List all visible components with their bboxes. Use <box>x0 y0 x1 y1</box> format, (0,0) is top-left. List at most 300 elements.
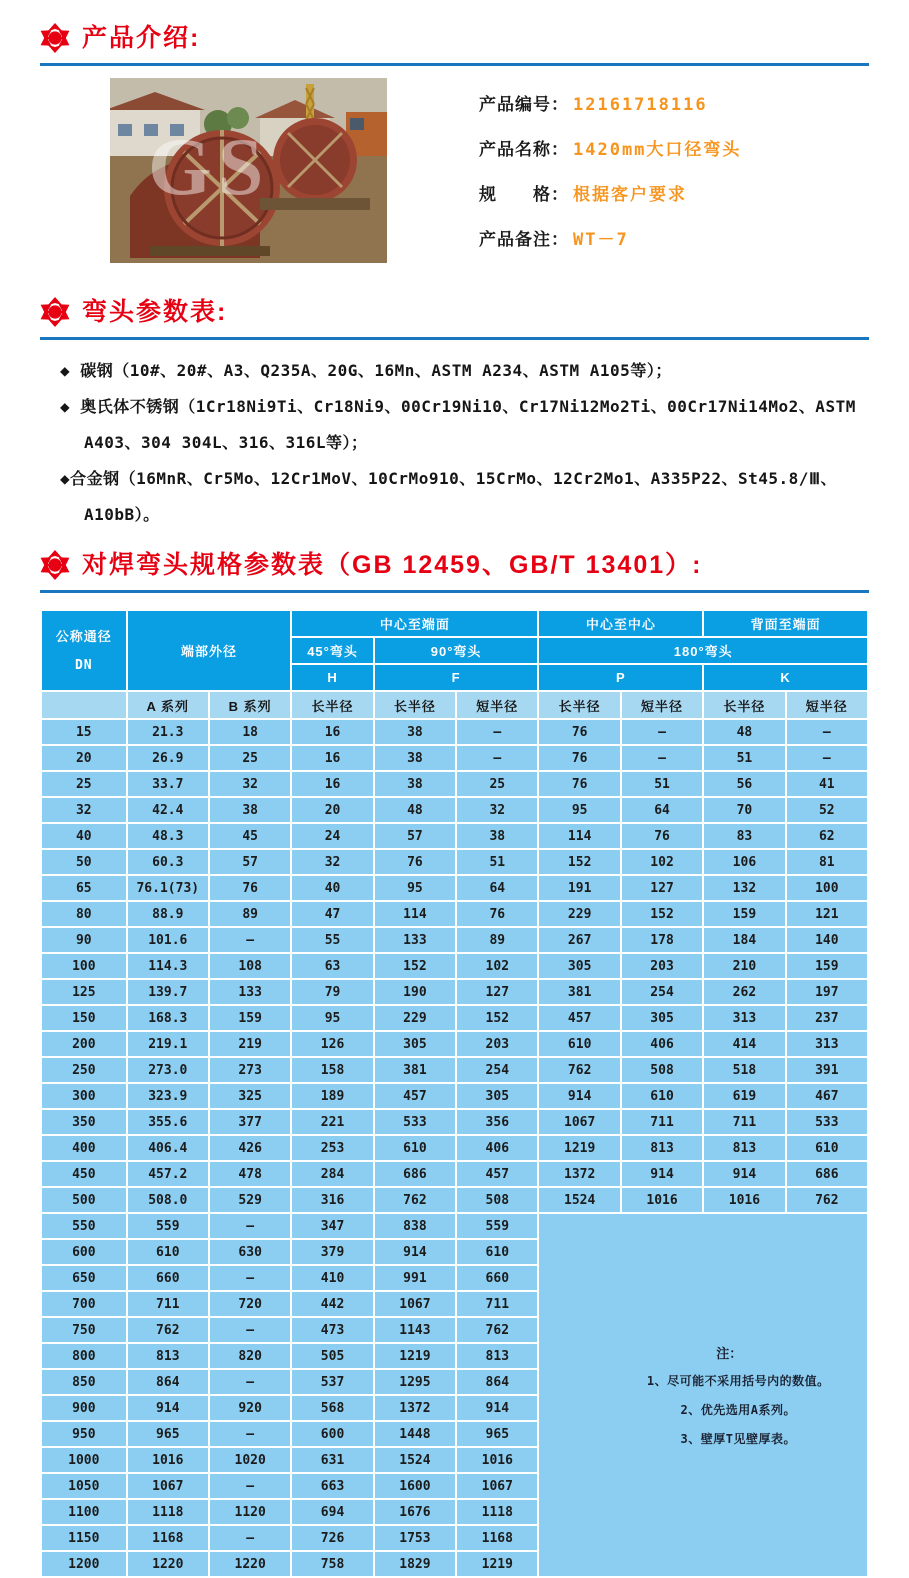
table-cell: 508.0 <box>127 1187 209 1213</box>
header-back-to-end: 背面至端面 <box>703 610 868 637</box>
product-name-value: 1420mm大口径弯头 <box>573 140 742 160</box>
table-cell: 168.3 <box>127 1005 209 1031</box>
table-cell: 152 <box>538 849 620 875</box>
header-elbow180: 180°弯头 <box>538 637 868 664</box>
table-row <box>41 1109 868 1135</box>
table-cell: 102 <box>456 953 538 979</box>
table-row <box>41 875 868 901</box>
table-cell: 152 <box>456 1005 538 1031</box>
table-cell: 533 <box>374 1109 456 1135</box>
table-cell: 537 <box>291 1369 373 1395</box>
table-cell: 726 <box>291 1525 373 1551</box>
table-row <box>41 979 868 1005</box>
table-cell: 178 <box>621 927 703 953</box>
table-cell: 38 <box>209 797 291 823</box>
table-cell: 1524 <box>538 1187 620 1213</box>
section-heading-intro <box>40 22 869 66</box>
material-bullet-line: A403、304 304L、316、316L等）； <box>84 433 368 452</box>
table-cell: 305 <box>456 1083 538 1109</box>
table-cell: 32 <box>456 797 538 823</box>
table-note-cell <box>538 1213 868 1577</box>
table-cell: 64 <box>621 797 703 823</box>
product-photo <box>110 78 387 263</box>
star-icon <box>40 296 70 328</box>
table-cell: 38 <box>456 823 538 849</box>
table-cell: 914 <box>374 1239 456 1265</box>
table-cell: 813 <box>456 1343 538 1369</box>
table-cell: 114 <box>374 901 456 927</box>
spec-table <box>40 609 869 1578</box>
product-spec-label: 规 格： <box>479 185 569 204</box>
table-cell: 106 <box>703 849 785 875</box>
star-icon <box>40 22 70 54</box>
table-cell: 197 <box>786 979 868 1005</box>
table-cell: 90 <box>41 927 127 953</box>
table-cell: 1067 <box>127 1473 209 1499</box>
table-cell: 38 <box>374 745 456 771</box>
table-cell: 457.2 <box>127 1161 209 1187</box>
table-cell: 414 <box>703 1031 785 1057</box>
table-cell: 1067 <box>374 1291 456 1317</box>
table-cell: 1219 <box>374 1343 456 1369</box>
table-cell: 152 <box>374 953 456 979</box>
table-cell: 914 <box>456 1395 538 1421</box>
table-cell: 48 <box>374 797 456 823</box>
table-cell: 76 <box>538 745 620 771</box>
table-cell: 203 <box>456 1031 538 1057</box>
table-cell: 1753 <box>374 1525 456 1551</box>
table-cell: 406.4 <box>127 1135 209 1161</box>
table-cell: 1524 <box>374 1447 456 1473</box>
table-cell: 1020 <box>209 1447 291 1473</box>
table-row <box>41 927 868 953</box>
table-cell: 813 <box>703 1135 785 1161</box>
header-dn-line1: 公称通径 <box>55 628 112 644</box>
table-cell: 62 <box>786 823 868 849</box>
header-end-od: 端部外径 <box>127 610 292 691</box>
table-note <box>539 1343 867 1447</box>
table-row <box>41 1005 868 1031</box>
table-body <box>41 719 868 1577</box>
table-cell: 237 <box>786 1005 868 1031</box>
table-cell: 45 <box>209 823 291 849</box>
table-cell: 920 <box>209 1395 291 1421</box>
table-cell: 1676 <box>374 1499 456 1525</box>
table-cell: 850 <box>41 1369 127 1395</box>
table-cell: 25 <box>41 771 127 797</box>
table-cell: 1372 <box>374 1395 456 1421</box>
table-cell: 813 <box>127 1343 209 1369</box>
table-row <box>41 1213 868 1239</box>
table-row <box>41 719 868 745</box>
table-cell: 1016 <box>127 1447 209 1473</box>
table-cell: 600 <box>291 1421 373 1447</box>
table-cell: 254 <box>456 1057 538 1083</box>
table-cell: — <box>209 1421 291 1447</box>
table-cell: 568 <box>291 1395 373 1421</box>
table-cell: 391 <box>786 1057 868 1083</box>
header-long-radius: 长半径 <box>703 691 785 719</box>
table-row <box>41 1135 868 1161</box>
table-cell: 600 <box>41 1239 127 1265</box>
table-cell: 1168 <box>127 1525 209 1551</box>
header-dn <box>41 610 127 691</box>
table-cell: 83 <box>703 823 785 849</box>
table-cell: 381 <box>374 1057 456 1083</box>
table-cell: 347 <box>291 1213 373 1239</box>
header-short-radius: 短半径 <box>786 691 868 719</box>
table-cell: — <box>209 1525 291 1551</box>
table-cell: 76 <box>621 823 703 849</box>
table-cell: 95 <box>374 875 456 901</box>
table-cell: 221 <box>291 1109 373 1135</box>
table-cell: 210 <box>703 953 785 979</box>
table-cell: 159 <box>786 953 868 979</box>
table-cell: 750 <box>41 1317 127 1343</box>
product-section <box>110 78 869 270</box>
table-cell: 16 <box>291 719 373 745</box>
table-cell: 33.7 <box>127 771 209 797</box>
table-cell: — <box>209 1317 291 1343</box>
table-cell: 273 <box>209 1057 291 1083</box>
table-cell: 313 <box>786 1031 868 1057</box>
table-cell: 631 <box>291 1447 373 1473</box>
table-cell: 991 <box>374 1265 456 1291</box>
header-short-radius: 短半径 <box>621 691 703 719</box>
table-cell: 965 <box>456 1421 538 1447</box>
table-cell: 140 <box>786 927 868 953</box>
product-remark-label: 产品备注： <box>479 230 569 249</box>
table-cell: 529 <box>209 1187 291 1213</box>
table-cell: 410 <box>291 1265 373 1291</box>
table-row <box>41 797 868 823</box>
table-cell: 70 <box>703 797 785 823</box>
table-cell: 610 <box>374 1135 456 1161</box>
table-cell: 159 <box>209 1005 291 1031</box>
note-item: 3、壁厚T见壁厚表。 <box>680 1432 796 1446</box>
table-cell: 20 <box>41 745 127 771</box>
table-cell: 559 <box>127 1213 209 1239</box>
table-row <box>41 1083 868 1109</box>
table-cell: 56 <box>703 771 785 797</box>
table-cell: 305 <box>621 1005 703 1031</box>
table-cell: 325 <box>209 1083 291 1109</box>
table-cell: 18 <box>209 719 291 745</box>
table-cell: 15 <box>41 719 127 745</box>
table-cell: 914 <box>703 1161 785 1187</box>
table-cell: 76 <box>374 849 456 875</box>
table-cell: 267 <box>538 927 620 953</box>
table-cell: 63 <box>291 953 373 979</box>
section-title-intro: 产品介绍: <box>82 23 201 52</box>
table-cell: 1220 <box>127 1551 209 1577</box>
table-cell: 467 <box>786 1083 868 1109</box>
table-cell: 1016 <box>703 1187 785 1213</box>
table-cell: 758 <box>291 1551 373 1577</box>
table-cell: 219.1 <box>127 1031 209 1057</box>
header-center-to-center: 中心至中心 <box>538 610 703 637</box>
table-cell: 65 <box>41 875 127 901</box>
header-long-radius: 长半径 <box>538 691 620 719</box>
table-cell: 229 <box>538 901 620 927</box>
table-cell: — <box>456 745 538 771</box>
table-cell: 900 <box>41 1395 127 1421</box>
table-cell: 191 <box>538 875 620 901</box>
table-cell: 88.9 <box>127 901 209 927</box>
table-cell: 76 <box>538 771 620 797</box>
table-cell: 610 <box>621 1083 703 1109</box>
header-p: P <box>538 664 703 691</box>
table-cell: 40 <box>41 823 127 849</box>
table-cell: 1168 <box>456 1525 538 1551</box>
header-short-radius: 短半径 <box>456 691 538 719</box>
table-cell: 284 <box>291 1161 373 1187</box>
table-cell: 20 <box>291 797 373 823</box>
table-cell: 57 <box>374 823 456 849</box>
table-cell: 1016 <box>456 1447 538 1473</box>
table-cell: 442 <box>291 1291 373 1317</box>
table-cell: 102 <box>621 849 703 875</box>
table-row <box>41 849 868 875</box>
table-cell: 79 <box>291 979 373 1005</box>
table-cell: 1067 <box>456 1473 538 1499</box>
table-cell: 1067 <box>538 1109 620 1135</box>
table-cell: — <box>209 927 291 953</box>
table-cell: 762 <box>456 1317 538 1343</box>
product-info <box>479 78 741 270</box>
table-cell: 762 <box>374 1187 456 1213</box>
table-cell: 1100 <box>41 1499 127 1525</box>
table-cell: 457 <box>538 1005 620 1031</box>
table-cell: 25 <box>209 745 291 771</box>
table-cell: 190 <box>374 979 456 1005</box>
table-cell: 125 <box>41 979 127 1005</box>
table-cell: 114.3 <box>127 953 209 979</box>
table-cell: 762 <box>786 1187 868 1213</box>
header-dn-line2: DN <box>74 657 93 673</box>
table-cell: 101.6 <box>127 927 209 953</box>
table-cell: 663 <box>291 1473 373 1499</box>
table-cell: 133 <box>209 979 291 1005</box>
table-cell: 508 <box>621 1057 703 1083</box>
table-cell: 1118 <box>127 1499 209 1525</box>
product-remark-row <box>479 225 741 250</box>
table-cell: 158 <box>291 1057 373 1083</box>
product-name-row <box>479 135 741 160</box>
product-remark-value: WT－7 <box>573 230 629 250</box>
table-cell: 127 <box>621 875 703 901</box>
table-cell: 478 <box>209 1161 291 1187</box>
table-cell: — <box>209 1265 291 1291</box>
table-cell: 100 <box>41 953 127 979</box>
table-cell: 55 <box>291 927 373 953</box>
table-cell: 686 <box>374 1161 456 1187</box>
table-cell: 253 <box>291 1135 373 1161</box>
table-cell: 406 <box>621 1031 703 1057</box>
table-row <box>41 1031 868 1057</box>
table-row <box>41 745 868 771</box>
product-code-label: 产品编号： <box>479 95 569 114</box>
table-cell: 1143 <box>374 1317 456 1343</box>
table-cell: — <box>209 1213 291 1239</box>
table-cell: 132 <box>703 875 785 901</box>
table-cell: 406 <box>456 1135 538 1161</box>
table-cell: 89 <box>209 901 291 927</box>
header-elbow45: 45°弯头 <box>291 637 373 664</box>
table-row <box>41 1161 868 1187</box>
table-cell: 1829 <box>374 1551 456 1577</box>
table-cell: 711 <box>621 1109 703 1135</box>
product-code-value: 12161718116 <box>573 95 708 115</box>
table-cell: 1219 <box>538 1135 620 1161</box>
table-cell: 505 <box>291 1343 373 1369</box>
header-center-to-end: 中心至端面 <box>291 610 538 637</box>
table-cell: 139.7 <box>127 979 209 1005</box>
table-cell: 650 <box>41 1265 127 1291</box>
table-cell: 51 <box>621 771 703 797</box>
table-cell: 203 <box>621 953 703 979</box>
table-cell: 152 <box>621 901 703 927</box>
table-cell: 48 <box>703 719 785 745</box>
table-cell: 350 <box>41 1109 127 1135</box>
table-cell: — <box>621 745 703 771</box>
section-heading-params <box>40 296 869 340</box>
table-cell: 323.9 <box>127 1083 209 1109</box>
table-cell: 1372 <box>538 1161 620 1187</box>
table-cell: 42.4 <box>127 797 209 823</box>
table-cell: 686 <box>786 1161 868 1187</box>
table-cell: 127 <box>456 979 538 1005</box>
table-cell: — <box>786 719 868 745</box>
table-cell: 21.3 <box>127 719 209 745</box>
table-cell: 184 <box>703 927 785 953</box>
table-cell: 762 <box>127 1317 209 1343</box>
table-cell: 262 <box>703 979 785 1005</box>
table-cell: 25 <box>456 771 538 797</box>
table-cell: 200 <box>41 1031 127 1057</box>
table-cell: 32 <box>41 797 127 823</box>
table-cell: 89 <box>456 927 538 953</box>
header-blank <box>41 691 127 719</box>
table-cell: 356 <box>456 1109 538 1135</box>
table-cell: 51 <box>703 745 785 771</box>
product-name-label: 产品名称： <box>479 140 569 159</box>
table-cell: 473 <box>291 1317 373 1343</box>
header-series-a: A 系列 <box>127 691 209 719</box>
product-spec-row <box>479 180 741 205</box>
star-icon <box>40 549 70 581</box>
header-long-radius: 长半径 <box>291 691 373 719</box>
table-cell: 50 <box>41 849 127 875</box>
table-cell: 52 <box>786 797 868 823</box>
table-cell: 219 <box>209 1031 291 1057</box>
table-cell: 16 <box>291 771 373 797</box>
table-cell: 950 <box>41 1421 127 1447</box>
table-cell: 32 <box>209 771 291 797</box>
table-cell: 610 <box>456 1239 538 1265</box>
table-cell: 813 <box>621 1135 703 1161</box>
table-cell: 1295 <box>374 1369 456 1395</box>
table-cell: 559 <box>456 1213 538 1239</box>
table-cell: 81 <box>786 849 868 875</box>
table-cell: 762 <box>538 1057 620 1083</box>
table-cell: 57 <box>209 849 291 875</box>
table-cell: 700 <box>41 1291 127 1317</box>
table-cell: 313 <box>703 1005 785 1031</box>
table-cell: 1118 <box>456 1499 538 1525</box>
product-code-row <box>479 90 741 115</box>
table-cell: 533 <box>786 1109 868 1135</box>
table-cell: 1448 <box>374 1421 456 1447</box>
table-cell: 550 <box>41 1213 127 1239</box>
table-cell: 316 <box>291 1187 373 1213</box>
table-cell: 914 <box>538 1083 620 1109</box>
table-cell: — <box>456 719 538 745</box>
table-cell: 518 <box>703 1057 785 1083</box>
table-cell: 610 <box>786 1135 868 1161</box>
material-bullets <box>60 360 856 525</box>
table-cell: 660 <box>127 1265 209 1291</box>
table-cell: 250 <box>41 1057 127 1083</box>
table-cell: 660 <box>456 1265 538 1291</box>
table-cell: 1120 <box>209 1499 291 1525</box>
table-cell: 126 <box>291 1031 373 1057</box>
table-cell: 273.0 <box>127 1057 209 1083</box>
table-cell: 820 <box>209 1343 291 1369</box>
table-cell: 159 <box>703 901 785 927</box>
table-cell: 80 <box>41 901 127 927</box>
table-cell: 76 <box>209 875 291 901</box>
table-cell: 610 <box>538 1031 620 1057</box>
table-cell: — <box>209 1369 291 1395</box>
header-h: H <box>291 664 373 691</box>
table-cell: 426 <box>209 1135 291 1161</box>
header-f: F <box>374 664 539 691</box>
table-cell: 38 <box>374 771 456 797</box>
table-cell: 1600 <box>374 1473 456 1499</box>
table-cell: 189 <box>291 1083 373 1109</box>
table-cell: 47 <box>291 901 373 927</box>
table-cell: 711 <box>456 1291 538 1317</box>
table-cell: 619 <box>703 1083 785 1109</box>
table-cell: 379 <box>291 1239 373 1265</box>
table-cell: 305 <box>374 1031 456 1057</box>
table-cell: 457 <box>374 1083 456 1109</box>
table-cell: 26.9 <box>127 745 209 771</box>
table-cell: 694 <box>291 1499 373 1525</box>
table-cell: 76.1(73) <box>127 875 209 901</box>
table-cell: 377 <box>209 1109 291 1135</box>
table-cell: 1016 <box>621 1187 703 1213</box>
note-item: 2、优先选用A系列。 <box>680 1403 796 1417</box>
header-long-radius: 长半径 <box>374 691 456 719</box>
table-cell: 300 <box>41 1083 127 1109</box>
note-item: 1、尽可能不采用括号内的数值。 <box>646 1374 830 1388</box>
table-cell: 40 <box>291 875 373 901</box>
table-cell: 32 <box>291 849 373 875</box>
table-cell: 121 <box>786 901 868 927</box>
table-cell: 38 <box>374 719 456 745</box>
table-cell: 711 <box>703 1109 785 1135</box>
table-cell: 1219 <box>456 1551 538 1577</box>
table-cell: 800 <box>41 1343 127 1369</box>
table-cell: 500 <box>41 1187 127 1213</box>
section-title-params: 弯头参数表: <box>82 297 228 326</box>
table-row <box>41 901 868 927</box>
table-cell: 1000 <box>41 1447 127 1473</box>
material-bullet-line: ◆合金钢（16MnR、Cr5Mo、12Cr1MoV、10CrMo910、15CrMo、12Cr2Mo1、A335P22、St45.8/Ⅲ、 <box>60 469 837 488</box>
table-cell: 229 <box>374 1005 456 1031</box>
